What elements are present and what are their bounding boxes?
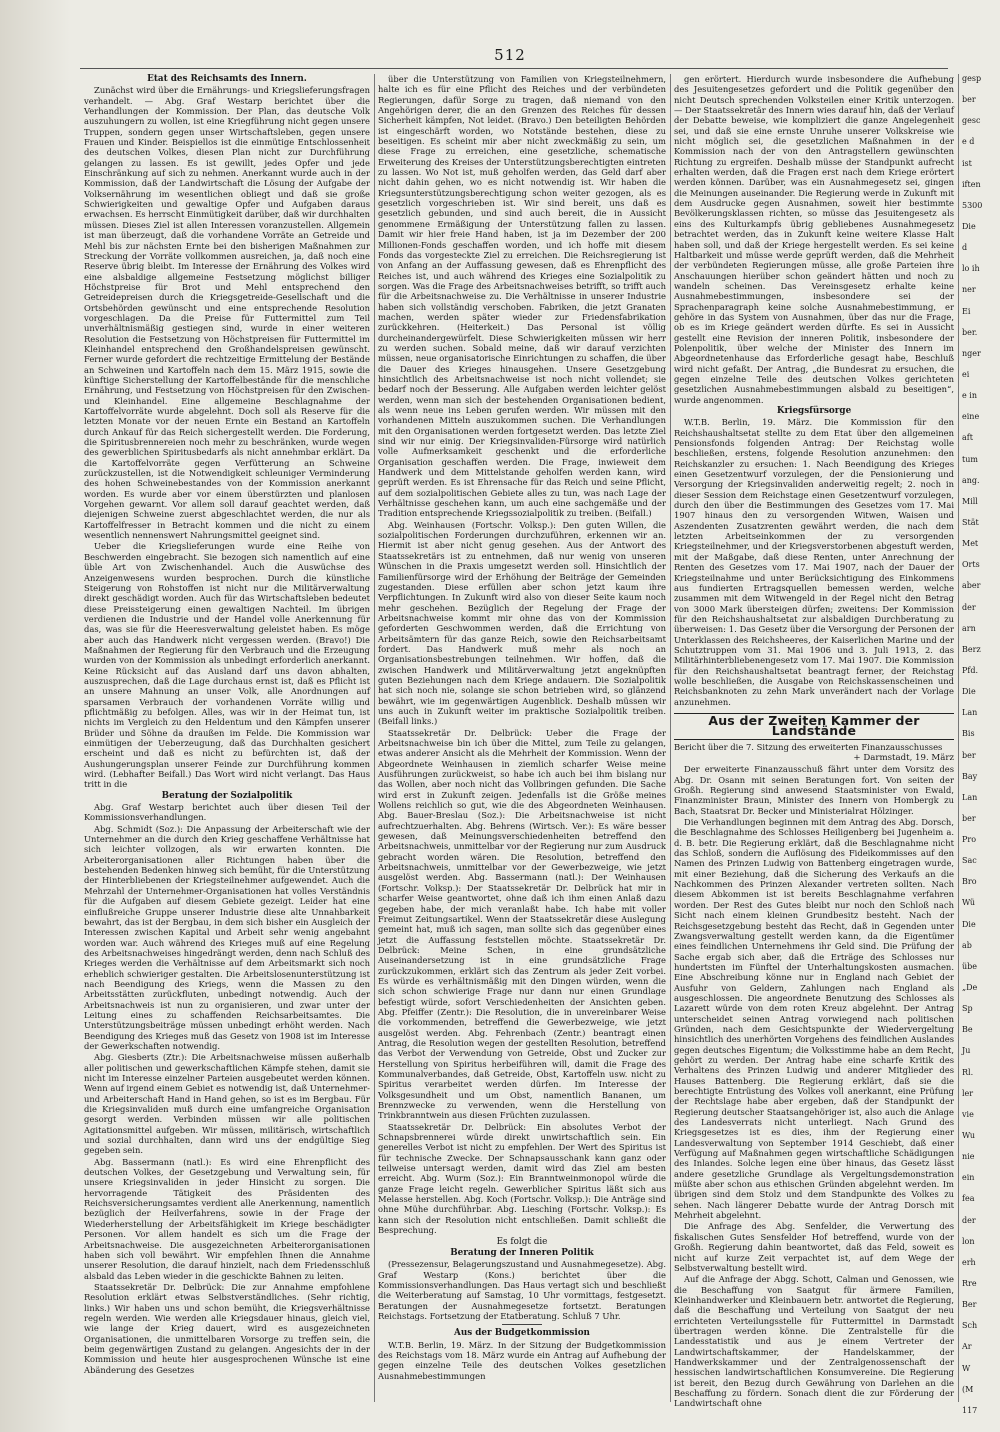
column-fragment-line: übe	[962, 961, 978, 971]
column-fragment-line: Sp	[962, 1004, 973, 1014]
paragraph: Es folgt die	[496, 1236, 548, 1247]
column-fragment-line: Ei	[962, 306, 971, 316]
column-fragment-line: Ber	[962, 1300, 977, 1310]
column-fragment-line: lo ih	[962, 264, 980, 274]
column-fragment-line: ein	[962, 1173, 975, 1183]
column-fragment-line: Met	[962, 539, 979, 549]
paragraph: über die Unterstützung von Familien von Kriegsteilnehmern, halte ich es für eine Pflicht des Reiches und der verbündeten Regierungen, dafür Sorge zu tragen, daß niemand von den Angehörigen derer, die an den Grenzen des Reiches für dessen Sicherheit kämpfen, Not leidet. (Bravo.) Den beteiligten Behörden ist eingeschärft worden, wo Notstände bestehen, diese zu beseitigen. Es scheint mir aber nicht zweckmäßig zu sein, um diese Frage zu erreichen, eine gesetzliche, schematische Erweiterung des Kreises der Unterstützungsberechtigten eintreten zu lassen. Wo Not ist, muß geholfen werden, das Geld darf aber nicht dahin gehen, wo es nicht notwendig ist. Wir haben die Kriegsunterstützungsberechtigung schon weiter gezogen, als es gesetzlich vorgeschrieben ist. Wir sind bereit, uns daß es gesetzlich gebunden, und sind auch bereit, die in Aussicht genommene Ermäßigung der Unterstützung fallen zu lassen. Damit wir hier freie Hand haben, ist ja im Dezember der 200 Millionen-Fonds geschaffen worden, und ich hoffe mit diesem Fonds das vorgesteckte Ziel zu erreichen. Die Reichsregierung ist von Anfang an der Auffassung gewesen, daß es Ehrenpflicht des Reiches ist, und auch während des Krieges eine Sozialpolitik zu sorgen. Was die Frage des Arbeitsnachweises betrifft, so trifft auch für die Arbeitsnachweise zu. Die Verhältnisse in unserer Industrie haben sich vollständig verschoben. Fabriken, die jetzt Granaten machen, werden später wieder zur Friedensfabrikation zurückkehren. (Heiterkeit.) Das Personal ist völlig durcheinandergewürfelt. Diese Schwierigkeiten müssen wir herr zu werden suchen. Sobald meine, daß wir darauf verzichten müssen, neue organisatorische Einrichtungen zu schaffen, die über die Dauer des Krieges hinausgehen. Unsere Gesetzgebung hinsichtlich des Arbeitsnachweise ist noch nicht vollendet; sie bedarf noch der Besserung. Alle Aufgaben werden leichter gelöst werden, wenn man sich der bestehenden Organisationen bedient, als wenn neue ins Leben gerufen werden. Wir müssen mit den vorhandenen Mitteln auszukommen suchen. Die Verhandlungen mit den Organisationen werden fortgesetzt werden. Das letzte Ziel sind wir nur einig. Der Kriegsinvaliden-Fürsorge wird natürlich volle Aufmerksamkeit geschenkt und die erforderliche Organisation geschaffen werden. Die Frage, inwieweit dem Handwerk und dem Mittelstande geholfen werden kann, wird geprüft werden. Es ist Ehrensache für das Reich und seine Pflicht, auf dem sozialpolitischen Gebiete alles zu tun, was nach Lage der Verhältnisse geschehen kann, um auch eine sachgemäße und der Tradition entsprechende Kriegssozialpolitik zu treiben. (Beifall.)	[378, 74, 666, 519]
column-fragment-line: ang.	[962, 475, 980, 485]
column-fragment-line: vie	[962, 1109, 974, 1119]
column-fragment-line: Pfd.	[962, 665, 979, 675]
paragraph: Staatssekretär Dr. Delbrück: Ein absolutes Verbot der Schnapsbrennerei würde direkt unwirtschaftlich sein. Ein generelles Verbot ist nicht zu empfehlen. Der Wert des Spiritus ist für technische Zwecke. Der Schnapsausschank kann ganz oder teilweise untersagt werden, damit wird das Ziel am besten erreicht. Abg. Wurm (Soz.): Ein Branntweinmonopol würde die ganze Frage leicht regeln. Gewerblicher Spiritus läßt sich aus Melasse herstellen. Abg. Koch (Fortschr. Volksp.): Die Anträge sind ohne Mühe durchführbar. Abg. Liesching (Fortschr. Volksp.): Es kann sich der Resolution nicht entschließen. Damit schließt die Besprechung.	[378, 1121, 666, 1236]
page-edge-shadow	[0, 0, 70, 1432]
column-4-cut-off	[962, 74, 1000, 1415]
paragraph: W.T.B. Berlin, 19. März. In der Sitzung der Budgetkommission des Reichstags vom 18. März wurde ein Antrag auf Aufhebung der gegen einzelne Teile des deutschen Volkes gesetzlichen Ausnahmebestimmungen	[378, 1339, 666, 1381]
paragraph: (Pressezensur, Belagerungszustand und Ausnahmegesetze). Abg. Graf Westarp (Kons.) berichtet über die Kommissionsverhandlungen. Das Haus vertagt sich und beschließt die Weiterberatung auf Samstag, 10 Uhr vormittags, festgesetzt. Beratungen der Ausnahmegesetze fortsetzt. Beratungen Reichstags. Fortsetzung der Etatberatung. Schluß 7 Uhr.	[378, 1259, 666, 1321]
column-fragment-line: d	[962, 243, 968, 253]
column-fragment-line: Rl.	[962, 1067, 974, 1077]
paragraph: Ueber die Kriegslieferungen wurde eine Reihe von Beschwerden eingebracht. Sie bezogen sich namentlich auf eine üble Art von Zwischenhandel. Auch die Auswüchse des Anzeigenwesens wurden besprochen. Durch die künstliche Steigerung von Rohstoffen ist nicht nur die Militärverwaltung direkt geschädigt worden. Auch für das Wirtschaftsleben bedeutet diese Preissteigerung einen gewaltigen Nachteil. Im übrigen verdienen die Industrie und der Handel volle Anerkennung für das, was sie für die Heeresverwaltung geleistet haben. Es möge aber auch das Handwerk nicht vergessen werden. (Bravo!) Die Maßnahmen der Regierung für den Verbrauch und die Erzeugung wurden von der Kommission als unbedingt erforderlich anerkannt. Keine Rücksicht auf das Ausland darf uns davon abhalten, auszusprechen, daß die Lage durchaus ernst ist, daß es Pflicht ist an unsere Mahnung an unser Volk, alle Anordnungen auf sparsamen Verbrauch der vorhandenen Vorräte willig und pflichtmäßig zu befolgen. Alles, was wir in der Heimat tun, ist nichts im Vergleich zu den Heldentum und den Kämpfen unserer Brüder und Söhne da draußen im Felde. Die Kommission war einmütigen der Ueberzeugung, daß das Durchhalten gesichert erscheint und daß es nicht zu befürchten ist, daß der Aushungerungsplan unserer Feinde zur Durchführung kommen wird. (Lebhafter Beifall.) Das Wort wird nicht verlangt. Das Haus tritt in die	[84, 541, 370, 790]
column-fragment-line: „De	[962, 983, 978, 993]
paragraph: Der erweiterte Finanzausschuß fährt unter dem Vorsitz des Abg. Dr. Osann mit seinen Beratungen fort. Von seiten der Großh. Regierung sind anwesend Staatsminister von Ewald, Finanzminister Braun, Minister des Innern von Hombergk zu Bach, Staatsrat Dr. Becker und Ministerialrat Hölzinger.	[674, 764, 954, 816]
column-1	[84, 74, 370, 1402]
column-fragment-line: Be	[962, 1025, 973, 1035]
section-heading-kriegsfuersorge: Kriegsfürsorge	[776, 406, 852, 416]
column-divider	[374, 74, 375, 1402]
column-fragment-line: Sac	[962, 856, 977, 866]
paragraph: Die Verhandlungen beginnen mit dem Antrag des Abg. Dorsch, die Beschlagnahme des Schlosses Heiligenberg bei Jugenheim a. d. B. betr. Die Regierung erklärt, daß die Beschlagnahme nicht das Schloß, sondern die Auflösung des Fideikommisses auf den Namen des Prinzen Ludwig von Battenberg eingetragen wurde, mit einer Beziehung, daß die Sicherung des Verkaufs an die Nachkommen des Prinzen Alexander vertreten sollten. Nach diesem Abkommen ist ist bereits Beschlagnahme verfahren worden. Der Rest des Gutes bleibt nur noch den Schloß nach Sicht nach einem kleinen Grundbesitz besteht. Nach der Reichsgesetzgebung besteht das Recht, daß in Gegenden unter Zwangsverwaltung gestellt werden kann, da die Eigentümer eines feindlichen Unternehmens ihr Geld sind. Die Prüfung der Sache ergab sich aber, daß die Erträge des Schlosses nur hundertsten im Fünftel der Unterhaltungskosten ausmachen. Eine Abschreibung könne nur in England nach Gebiet der Ausfuhr von Geldern, Zahlungen nach England als ausgeschlossen. Die angeordnete Benutzung des Schlosses als Lazarett würde von dem roten Kreuz abgelehnt. Der Antrag unterscheidet seinen Antrag vorwiegend nach politischen Gründen, nach dem Gesichtspunkte der Wiedervergeltung hinsichtlich des unerhörten Vorgehens des feindlichen Auslandes gegen deutsches Eigentum; die Volksstimme habe an dem Recht, gehört zu werden. Der Antrag habe eine scharfe Kritik des Verhaltens des Prinzen Ludwig und anderer Mitglieder des Hauses Battenberg. Die Regierung erklärt, daß sie die berechtigte Entrüstung des Volkes voll anerkannt, eine Prüfung der Rechtslage habe aber ergeben, daß der Standpunkt der Regierung deutscher Staatsangehöriger ist, also auch die Anlage des Landesverrats nicht unterliegt. Nach Grund des Kriegsgesetzes ist es dies, ihm der Regierung einer Landesverwaltung von September 1914 Geschiebt, daß einer Verfügung auf Maßnahmen gegen wirtschaftliche Schädigungen des Inlandes. Solche legen eine über hinaus, das Gesetz lässt andere gesetzliche Grundlage als Vergeltungsdemonstration müßte aber schon aus ethischen Gründen abgelehnt werden. Im übrigen sind dem Stolz und dem Standpunkte des Volkes zu sehen. Nach längerer Debatte wurde der Antrag Dorsch mit Mehrheit abgelehnt.	[674, 817, 954, 1221]
column-fragment-line: Rre	[962, 1279, 977, 1289]
column-fragment-line: Mill	[962, 496, 978, 506]
section-heading-budgetkommission: Aus der Budgetkommission	[454, 1328, 590, 1339]
paragraph: Staatssekretär Dr. Delbrück: Ueber die Frage der Arbeitsnachweise bin ich über die Mittel, zum Teile zu gelangen, etwas anderer Ansicht als die Mehrheit der Kommission. Wenn der Abgeordnete Weinhausen in ziemlich scharfer Weise meine Ausführungen zurückweist, so habe ich auch bei ihm bislang nur das Wollen, aber noch nicht das Vollbringen gefunden. Die Sache wird erst in Zukunft zeigen. Jedenfalls ist die Größe meines Wollens reichlich so gut, wie die des Abgeordneten Weinhausen. Abg. Bauer-Breslau (Soz.): Die Arbeitsnachweise ist nicht aufrechtzuerhalten. Abg. Behrens (Wirtsch. Ver.): Es wäre besser gewesen, daß Meinungsverschiedenheiten betreffend den Arbeitsnachweis, unmittelbar vor der Regierung nur zum Ausdruck gebracht worden wären. Die Resolution, betreffend den Arbeitsnachweis, unmittelbar vor der Gewerbezweige, wie jetzt ausgelöst werden. Abg. Bassermann (natl.): Der Weinhausen (Fortschr. Volksp.): Der Staatssekretär Dr. Delbrück hat mir in scharfer Weise geantwortet, ohne daß ich ihm einen Anlaß dazu gegeben habe, der mich veranlaßt habe. Ich habe mit voller Freimut Zeitungsartikel. Wenn der Staatssekretär diese Auslegung gemeint hat, muß ich sagen, man sollte sich das gegenüber eines jetzt die Auffassung feststellen möchte. Staatssekretär Dr. Delbrück: Meine Schen, in eine grundsätzliche Auseinandersetzung ist in eine grundsätzliche Frage zurückzukommen, erklärt sich das Zentrum als jeder Zeit vorbei. Es würde es verhältnismäßig mit den Dingen würden, wenn die sich schon schwierige Frage nur dann nur einen Grundlage befestigt würde, sofort Verschiedenheiten der Ansichten geben. Abg. Pfeiffer (Zentr.): Die Resolution, die in unvereinbarer Weise die vorkommenden, betreffend die Gewerbezweige, wie jetzt ausgelöst werden. Abg. Fehrenbach (Zentr.) beantragt einen Antrag, die Resolution wegen der gestellten Resolution, betreffend das Verbot der Verwendung von Getreide, Obst und Zucker zur Herstellung von Spiritus herbeiführen will, damit die Frage des Kommunalverbandes, daß Getreide, Obst, Kartoffeln usw. nicht zu Spiritus verarbeitet werden dürfen. Im Interesse der Volksgesundheit und um Obst, namentlich Bananen, um Brennzwecke zu verwenden, wenn die Herstellung von Trinkbranntwein aus diesen Früchten zuzulassen.	[378, 727, 666, 1121]
column-fragment-line: 117	[962, 1405, 978, 1415]
column-fragment-line: Die	[962, 221, 976, 231]
column-fragment-line: Bro	[962, 877, 977, 887]
column-fragment-line: Wü	[962, 898, 976, 908]
sub-headline: Bericht über die 7. Sitzung des erweiterten Finanzausschusses	[674, 741, 943, 752]
column-fragment-line: ber	[962, 750, 976, 760]
column-fragment-line: der	[962, 1215, 976, 1225]
column-fragment-line: ler	[962, 1088, 974, 1098]
page-number: 512	[494, 46, 526, 64]
column-fragment-line: nger	[962, 348, 981, 358]
column-fragment-line: aft	[962, 433, 973, 443]
paragraph: Abg. Weinhausen (Fortschr. Volksp.): Den guten Willen, die sozialpolitischen Forderungen durchzuführen, erkennen wir an. Hiermit ist aber nicht genug gesehen. Aus der Antwort des Staatssekretärs ist zu entnehmen, daß nur wenig von unseren Wünschen in die Praxis umgesetzt werden soll. Hinsichtlich der Familienfürsorge wird der Erhöhung der Beiträge der Gemeinden zugestanden. Diese erfüllen aber schon jetzt kaum ihre Verpflichtungen. In Zukunft wird also von dieser Seite kaum noch mehr geschehen. Bezüglich der Regelung der Frage der Arbeitsnachweise kommt mir ohne das von der Kommission geforderten Geschwommen werden, daß die Errichtung von Arbeitsämtern für das ganze Reich, sowie den Reichsarbeitsamt fordert. Das Handwerk muß mehr als noch an Organisationsbestrebungen teilnehmen. Wir hoffen, daß die zwischen Handwerk und Militärverwaltung jetzt angeknüpften guten Beziehungen nach dem Kriege andauern. Die Sozialpolitik hat sich noch nie, solange sie schon betrieben wird, so glänzend bewährt, wie im gegenwärtigen Augenblick. Deshalb müssen wir uns auch in Zukunft weiter im praktische Sozialpolitik treiben. (Beifall links.)	[378, 519, 666, 727]
column-fragment-line: lon	[962, 1236, 975, 1246]
column-fragment-line: Bay	[962, 771, 978, 781]
column-fragment-line: 5300	[962, 200, 983, 210]
column-fragment-line: Stät	[962, 517, 979, 527]
column-divider	[670, 74, 671, 1402]
dateline: + Darmstadt, 19. März	[853, 753, 954, 763]
column-fragment-line: Die	[962, 687, 976, 697]
paragraph: Abg. Graf Westarp berichtet auch über diesen Teil der Kommissionsverhandlungen.	[84, 802, 370, 823]
column-fragment-line: ei	[962, 369, 970, 379]
column-fragment-line: Ju	[962, 1046, 971, 1056]
column-fragment-line: tum	[962, 454, 978, 464]
column-fragment-line: Lan	[962, 792, 978, 802]
paragraph: gen erörtert. Hierdurch wurde insbesondere die Aufhebung des Jesuitengesetzes gefordert und die Politik gegenüber den nicht Deutsch sprechenden Volksteilen einer Kritik unterzogen. — Der Staatssekretär des Innern wies darauf hin, daß der Verlauf der Debatte beweise, wie kompliziert die ganze Angelegenheit sei, und daß sie eine ernste Unruhe unserer Volkskreise wie nicht möglich sei, die gesetzlichen Maßnahmen in der Kommission nach der von den Antragstellern gewünschten Richtung zu ergreifen. Deshalb müsse der Standpunkt aufrecht erhalten werden, daß die Fragen erst nach dem Kriege erörtert werden können. Darüber, was ein Ausnahmegesetz sei, gingen die Meinungen auseinander. Die Regierung werde in Zukunft mit dem Ausdrucke gegen Ausnahmen, soweit hier bestimmte Bevölkerungsklassen richten, so müsse das Jesuitengesetz als eins des Kulturkampfs übrig gebliebenes Ausnahmegesetz betrachtet werden, das in Zukunft keine weitere Klasse Halt haben soll, und daß der Kriege hergestellt werden. Es sei keine Haltbarkeit und müsse werde geprüft werden, daß die Mehrheit der verbündeten Regierungen müsse, alle große Parteien ihre Anschauungen hierüber schon geändert hätten und noch zu wandeln scheinen. Das Vereinsgesetz erhalte keine Ausnahmebestimmungen, insbesondere sei der Sprachenparagraph keine solche Ausnahmebestimmung, er gehöre in das System von Ausnahmen, über das nur die Frage, ob es im Kriege geändert werden dürfte. Es sei in Aussicht gestellt eine Revision der inneren Politik, insbesondere der Polenpolitik, über welche der Minister des Innern im Abgeordnetenhause das Erforderliche gesagt habe, Beschluß wird nicht gefaßt. Der Antrag, „die Bundesrat zu ersuchen, die gegen einzelne Teile des deutschen Volkes gerichteten gesetzlichen Ausnahmebestimmungen alsbald zu beseitigen“, wurde angenommen.	[674, 74, 954, 405]
column-fragment-line: e in	[962, 391, 977, 401]
column-fragment-line: Berz	[962, 644, 981, 654]
column-fragment-line: fea	[962, 1194, 975, 1204]
paragraph: Abg. Schmidt (Soz.): Die Anpassung der Arbeiterschaft wie der Unternehmer an die durch den Krieg geschaffene Verhältnisse hat sich leichter vollzogen, als wir erwarten konnten. Die Arbeiterorganisationen aller Richtungen haben über die bestehenden Bedenken hinweg sich bemüht, für die Unterstützung der Hinterbliebenen der Kriegsteilnehmer aufgewendet. Auch die Mehrzahl der Unternehmer-Organisationen hat volles Verständnis für die Aufgaben auf diesem Gebiete gezeigt. Leider hat eine einflußreiche Gruppe unserer Industrie diese alte Unnahbarkeit bewahrt, das ist der Bergbau, in dem sich bisher ein Ausgleich der Interessen zwischen Kapital und Arbeit sehr wenig angebahnt worden war. Auch während des Krieges muß auf eine Regelung des Arbeitsnachweises hingedrängt werden, denn nach Schluß des Krieges werden die Verhältnisse auf dem Arbeitsmarkt sich noch erheblich schwieriger gestalten. Die Arbeitslosenunterstützung ist nach Beendigung des Kriegs, wenn die Massen zu den Arbeitsstätten zurückfluten, unbedingt notwendig. Auch der Arbeitsnachweis ist nun zu organisieren, und zwar unter der Leitung eines zu schaffenden Reichsarbeitsamtes. Die Unterstützungsbeiträge müssen unbedingt erhöht werden. Nach Beendigung des Krieges muß das Gesetz von 1908 ist im Interesse der Gewerkschaften notwendig.	[84, 823, 370, 1051]
column-fragment-line: ner	[962, 285, 976, 295]
section-heading-sozialpolitik: Beratung der Sozialpolitik	[161, 790, 293, 801]
column-fragment-line: Pro	[962, 835, 977, 845]
column-fragment-line: ist	[962, 158, 972, 168]
column-fragment-line: ber	[962, 95, 976, 105]
column-fragment-line: gesp	[962, 74, 982, 83]
column-fragment-line: Bis	[962, 729, 975, 739]
column-divider	[958, 74, 959, 1402]
column-fragment-line: ab	[962, 940, 972, 950]
column-fragment-line: ber	[962, 813, 976, 823]
major-headline-landstaende: Aus der Zweiten Kammer der Landstände	[674, 713, 954, 740]
column-fragment-line: gesc	[962, 116, 981, 126]
column-fragment-line: iften	[962, 179, 981, 189]
column-fragment-line: Sch	[962, 1321, 978, 1331]
header-rule	[80, 68, 948, 69]
column-fragment-line: Lan	[962, 708, 978, 718]
column-fragment-line: Wu	[962, 1131, 976, 1141]
column-fragment-line: Orts	[962, 560, 980, 570]
column-fragment-line: arn	[962, 623, 976, 633]
column-fragment-line: Die	[962, 919, 976, 929]
column-fragment-line: (M	[962, 1384, 974, 1394]
column-fragment-line: Ar	[962, 1342, 972, 1352]
section-heading-reichsamt: Etat des Reichsamts des Innern.	[147, 74, 307, 84]
paragraph: Abg. Bassermann (natl.): Es wird eine Ehrenpflicht des deutschen Volkes, der Gesetzgebung und Verwaltung sein, für unsere Kriegsinvaliden in jeder Hinsicht zu sorgen. Die hervorragende Tätigkeit des Präsidenten des Reichsversicherungsamtes verdient alle Anerkennung, namentlich bezüglich der Heilverfahrens, sowie in der Frage der Wiederherstellung der Arbeitsfähigkeit im Kriege beschädigter Personen. Vor allem handelt es sich um die Frage der Arbeitsnachweise. Die ausgezeichneten Arbeiterorganisationen haben sich voll bewährt. Wir empfehlen Ihnen die Annahme unserer Resolution, die darauf hinzielt, nach dem Friedensschluß alsbald das Leben wieder in die geschickte Bahnen zu leiten.	[84, 1156, 370, 1281]
section-heading-innere-politik: Beratung der Inneren Politik	[450, 1247, 594, 1258]
paragraph: Abg. Giesberts (Ztr.): Die Arbeitsnachweise müssen außerhalb aller politischen und gewerkschaftlichen Kämpfe stehen, damit sie nicht im Interesse einzelner Parteien ausgebeutet werden können. Wenn auf irgend einem Gebiet es notwendig ist, daß Unternehmer- und Arbeiterschaft Hand in Hand gehen, so ist es im Bergbau. Für die Kriegsinvaliden muß durch eine umfangreiche Organisation gesorgt werden. Verbinden müssen wir alle politischen Agitationsmittel aufgeben. Wir müssen, militärisch, wirtschaftlich und sozial durchhalten, dann wird uns der endgültige Sieg gegeben sein.	[84, 1052, 370, 1156]
column-fragment-line: aber	[962, 581, 981, 591]
column-fragment-line: W	[962, 1363, 971, 1373]
paragraph: Zunächst wird über die Ernährungs- und Kriegslieferungsfragen verhandelt. — Abg. Graf Westarp berichtet über die Verhandlungen der Kommission. Der Plan, das deutsche Volk auszuhungern zu wollen, ist eine Kriegführung nicht gegen unsere Truppen, sondern gegen unser Wirtschaftsleben, gegen unsere Frauen und Kinder. Beispiellos ist die einmütige Entschlossenheit des deutschen Volkes, diesen Plan nicht zur Durchführung gelangen zu lassen. Es ist gewillt, jedes Opfer und jede Einschränkung auf sich zu nehmen. Anerkannt wurde auch in der Kommission, daß der Landwirtschaft die Lösung der Aufgabe der Volksernährung im wesentlichen obliegt und daß sie große Schwierigkeiten und gewaltige Opfer und Aufgaben daraus erwachsen. Es herrscht Einmütigkeit darüber, daß wir durchhalten müssen. Dieses Ziel ist allen Interessen voranzustellen. Allgemein ist man überzeugt, daß die vorhandene Vorräte an Getreide und Mehl bis zur nächsten Ernte bei den bisherigen Maßnahmen zur Streckung der Vorräte vollkommen ausreichen, ja, daß noch eine Reserve übrig bleibt. Im Interesse der Ernährung des Volkes wird eine alsbaldige allgemeine Festsetzung möglichst billiger Höchstpreise für Brot und Mehl entsprechend den Getreidepreisen durch die Kriegsgetreide-Gesellschaft und die Ortsbehörden gewünscht und eine entsprechende Resolution vorgeschlagen. Da die Preise für Futtermittel zum Teil unverhältnismäßig gestiegen sind, wurde in einer weiteren Resolution die Festsetzung von Höchstpreisen für Futtermittel im Kleinhandel entsprechend den Großhandelspreisen gewünscht. Ferner wurde gefordert die rechtzeitige Ermittelung der Bestände an Schweinen und Kartoffeln nach dem 15. März 1915, sowie die künftige Sicherstellung der Kartoffelbestände für die menschliche Ernährung, und Festsetzung von Höchstpreisen für den Zwischen- und Kleinhandel. Eine allgemeine Beschlagnahme der Kartoffelvorräte wurde abgelehnt. Doch soll als Reserve für die letzten Monate vor der neuen Ernte ein Bestand an Kartoffeln durch Ankauf für das Reich sichergestellt werden. Die Forderung, die Spiritusbrennereien noch mehr zu beschränken, wurde wegen des gewerblichen Spiritusbedarfs als nicht annehmbar erklärt. Da die Kartoffelvorräte gegen Verfütterung an Schweine zurückzustellen, ist die Notwendigkeit schleuniger Verminderung des hohen Schweinebestandes von der Kommission anerkannt worden. Es wurde aber vor einem überstürzten und planlosen Vorgehen gewarnt. Vor allem soll darauf geachtet werden, daß diejenigen Schweine zuerst abgeschlachtet werden, die nur als Kartoffelfresser in Betracht kommen und die nicht zu einem wesentlich nennenswert Nahrungsmittel geeignet sind.	[84, 85, 370, 541]
column-fragment-line: nie	[962, 1152, 975, 1162]
paragraph: W.T.B. Berlin, 19. März. Die Kommission für den Reichshaushaltsetat stellte zu dem Etat über den allgemeinen Pensionsfonds folgenden Antrag: Der Reichstag wolle beschließen, erstens, folgende Resolution anzunehmen: den Reichskanzler zu ersuchen: 1. Nach Beendigung des Krieges einen Gesetzentwurf vorzulegen, der die Pensionierung und Versorgung der Kriegsinvaliden anderweitig regelt; 2. noch in dieser Session dem Reichstage einen Gesetzentwurf vorzulegen, durch den über die Bestimmungen des Gesetzes vom 17. Mai 1907 hinaus den zu versorgenden Witwen, Waisen und Aszendenten Zusatzrenten gewährt werden, die nach dem letzten Arbeitseinkommen der zu versorgenden Kriegsteilnehmer, und der Kriegsverstorbenen abgestuft werden, mit der Maßgabe, daß diese Renten, unter Anrechnung der Renten des Gesetzes vom 17. Mai 1907, nach der Dauer der Kriegsteilnahme und unter Berücksichtigung des Einkommens aus fundierten Ertragsquellen bemessen werden, welche zusammen mit dem Witwengeld in der Regel nicht den Betrag von 3000 Mark übersteigen dürfen; zweitens: Der Kommission für den Reichshaushaltsetat zur alsbaldigen Durchberatung zu überweisen: 1. Das Gesetz über die Versorgung der Personen der Unterklassen des Reichsheeres, der Kaiserlichen Marine und der Schutztruppen vom 31. Mai 1906 und 3. Juli 1913, 2. das Militärhinterbliebenengesetz vom 17. Mai 1907. Die Kommission für den Reichshaushaltsetat beantragt ferner, der Reichstag wolle beschließen, die Ausgabe von Reichskassenscheinen und Reichsbanknoten zu zehn Mark unverändert nach der Vorlage anzunehmen.	[674, 417, 954, 707]
column-3	[674, 74, 954, 1409]
paragraph: Die Anfrage des Abg. Senfelder, die Verwertung des fiskalischen Gutes Sensfelder Hof betreffend, wurde von der Großh. Regierung dahin beantwortet, daß das Feld, soweit es nicht auf kurze Zeit verpachtet ist, auf dem Wege der Selbstverwaltung bestellt wird.	[674, 1221, 954, 1273]
column-fragment-line: der	[962, 602, 976, 612]
column-fragment-line: ber.	[962, 327, 978, 337]
column-fragment-line: erh	[962, 1257, 976, 1267]
column-fragment-line: e d	[962, 137, 975, 147]
column-fragment-line: eine	[962, 412, 980, 422]
column-2	[378, 74, 666, 1402]
section-end-rule	[502, 1324, 542, 1325]
paragraph: Auf die Anfrage der Abgg. Schott, Calman und Genossen, wie die Beschaffung von Saatgut für ärmere Familien, Kleinhandwerker und Kleinbauern betr. antwortet die Regierung, daß die Beschaffung und Verteilung von Saatgut der neu errichteten Verteilungsstelle für Futtermittel in Darmstadt übertragen werden könne. Die Zentralstelle für die Landesstatistik und aus je einem Vertreter der Landwirtschaftskammer, der Handelskammer, der Handwerkskammer und der Zentralgenossenschaft der hessischen landwirtschaftlichen Konsumvereine. Die Regierung ist bereit, den Bezug durch Gewährung von Darlehen an die Beschaffung zu fördern. Sonach dient die zur Förderung der Landwirtschaft ohne	[674, 1274, 954, 1409]
paragraph: Staatssekretär Dr. Delbrück: Die zur Annahme empfohlene Resolution erklärt etwas Selbstverständliches. (Sehr richtig, links.) Wir haben uns und schon bemüht, die Kriegsverhältnisse regeln werden. Wie werden alle Kriegsdauer hinaus, gleich viel, wie lange der Krieg dauert, wird es ausgezeichneten Organisationen, die unmittelbaren Vorsorge zu treffen sein, die beim gegenwärtigen Zustand zu gelangen. Angesichts der in der Kommission und heute hier ausgesprochenen Wünsche ist eine Abänderung des Gesetzes	[84, 1281, 370, 1375]
